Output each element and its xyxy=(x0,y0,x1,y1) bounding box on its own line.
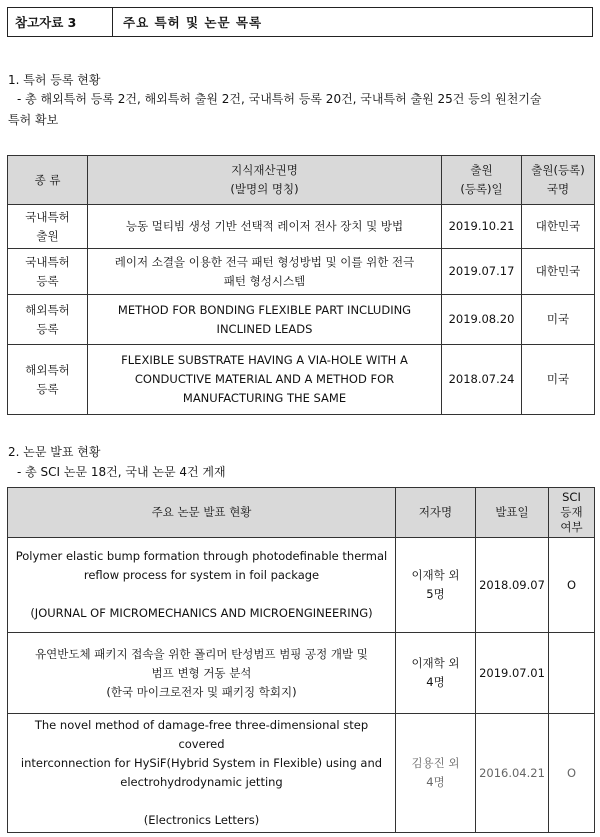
paper-date: 2018.09.07 xyxy=(476,538,549,633)
paper-date: 2016.04.21 xyxy=(476,714,549,833)
col-type-header: 종 류 xyxy=(8,156,88,205)
patent-name xyxy=(88,205,442,249)
name-line1: 레이저 소결을 이용한 전극 패턴 형성방법 및 이를 위한 전극 xyxy=(114,254,415,269)
paper-date: 2019.07.01 xyxy=(476,633,549,714)
paper-sci: O xyxy=(549,538,595,633)
col-name-line2: (발명의 명칭) xyxy=(230,182,299,196)
patent-type xyxy=(8,295,88,345)
name-line2: CONDUCTIVE MATERIAL AND A METHOD FOR xyxy=(134,372,395,386)
patent-country: 미국 xyxy=(522,295,595,345)
title-line1: The novel method of damage-free three-dimensional step covered xyxy=(34,718,369,751)
title-line1: Polymer elastic bump formation through photodefinable thermal xyxy=(15,549,388,563)
col-title-header: 주요 논문 발표 현황 xyxy=(8,488,396,538)
patent-date: 2019.08.20 xyxy=(442,295,522,345)
paper-title xyxy=(8,714,396,833)
patent-date: 2019.10.21 xyxy=(442,205,522,249)
title-line2: interconnection for HySiF(Hybrid System in Flexible) using and xyxy=(20,756,383,770)
patent-row xyxy=(8,249,595,295)
name-line1: 능동 멀티빔 생성 기반 선택적 레이저 전사 장치 및 방법 xyxy=(125,219,404,233)
paper-venue: (JOURNAL OF MICROMECHANICS AND MICROENGINEERING) xyxy=(30,606,373,620)
author-line2: 4명 xyxy=(426,675,445,689)
title-line2: reflow process for system in foil package xyxy=(83,568,320,582)
title-line2: 범프 변형 거동 분석 xyxy=(151,665,252,680)
paper-section-heading: 2. 논문 발표 현황 xyxy=(8,445,101,459)
patent-summary xyxy=(8,89,592,131)
paper-author xyxy=(396,714,476,833)
patent-name xyxy=(88,295,442,345)
patent-summary-line2: 특허 확보 xyxy=(8,113,59,127)
paper-title xyxy=(8,633,396,714)
paper-author xyxy=(396,633,476,714)
col-date-line1: 출원 xyxy=(470,163,493,177)
appendix-number: 참고자료 3 xyxy=(8,8,113,36)
type-line2: 등록 xyxy=(36,321,59,336)
patent-table xyxy=(7,155,595,415)
paper-summary: - 총 SCI 논문 18건, 국내 논문 4건 게재 xyxy=(17,465,226,479)
col-country-line1: 출원(등록) xyxy=(531,163,585,177)
appendix-title: 주요 특허 및 논문 목록 xyxy=(123,15,263,30)
col-pubdate-header: 발표일 xyxy=(476,488,549,538)
patent-type xyxy=(8,249,88,295)
patent-name xyxy=(88,345,442,415)
col-date-header xyxy=(442,156,522,205)
document-title-box xyxy=(7,7,593,37)
name-line3: MANUFACTURING THE SAME xyxy=(182,391,347,405)
patent-date: 2018.07.24 xyxy=(442,345,522,415)
type-line1: 해외특허 xyxy=(25,362,70,377)
patent-country: 대한민국 xyxy=(522,205,595,249)
col-name-line1: 지식재산권명 xyxy=(231,163,298,177)
patent-section-heading: 1. 특허 등록 현황 xyxy=(8,73,101,87)
col-sci-header xyxy=(549,488,595,538)
author-line1: 이재학 외 xyxy=(411,568,460,582)
paper-venue: (Electronics Letters) xyxy=(143,813,260,827)
title-line1: 유연반도체 패키지 접속을 위한 폴리머 탄성범프 범핑 공정 개발 및 xyxy=(35,646,368,661)
type-line1: 국내특허 xyxy=(25,254,70,269)
patent-header-row xyxy=(8,156,595,205)
author-line2: 4명 xyxy=(426,775,445,789)
paper-venue: (한국 마이크로전자 및 패키징 학회지) xyxy=(106,684,297,699)
patent-date: 2019.07.17 xyxy=(442,249,522,295)
title-line3: electrohydrodynamic jetting xyxy=(120,775,283,789)
patent-row xyxy=(8,345,595,415)
col-author-header: 저자명 xyxy=(396,488,476,538)
patent-country: 미국 xyxy=(522,345,595,415)
patent-summary-line1: - 총 해외특허 등록 2건, 해외특허 출원 2건, 국내특허 등록 20건, 국내특허 출원 25건 등의 원천기술 xyxy=(17,92,542,106)
name-line1: FLEXIBLE SUBSTRATE HAVING A VIA-HOLE WITH A xyxy=(121,353,408,367)
author-line1: 이재학 외 xyxy=(411,656,460,670)
col-name-header xyxy=(88,156,442,205)
paper-row xyxy=(8,714,595,833)
paper-row xyxy=(8,633,595,714)
sci-line2: 등재 xyxy=(560,505,583,519)
type-line2: 등록 xyxy=(36,381,59,396)
type-line1: 국내특허 xyxy=(25,209,70,224)
patent-name xyxy=(88,249,442,295)
paper-sci xyxy=(549,633,595,714)
paper-header-row xyxy=(8,488,595,538)
sci-line3: 여부 xyxy=(560,520,583,534)
name-line2: INCLINED LEADS xyxy=(216,321,313,336)
author-line1: 김용진 외 xyxy=(411,756,460,770)
type-line2: 등록 xyxy=(36,273,59,288)
paper-row xyxy=(8,538,595,633)
paper-author xyxy=(396,538,476,633)
col-date-line2: (등록)일 xyxy=(460,182,503,196)
patent-row xyxy=(8,205,595,249)
patent-row xyxy=(8,295,595,345)
patent-country: 대한민국 xyxy=(522,249,595,295)
paper-title xyxy=(8,538,396,633)
type-line1: 해외특허 xyxy=(25,302,70,317)
patent-type xyxy=(8,345,88,415)
name-line1: METHOD FOR BONDING FLEXIBLE PART INCLUDING xyxy=(117,302,412,317)
paper-table xyxy=(7,487,595,833)
patent-type xyxy=(8,205,88,249)
sci-line1: SCI xyxy=(562,490,581,504)
author-line2: 5명 xyxy=(426,587,445,601)
paper-sci: O xyxy=(549,714,595,833)
type-line2: 출원 xyxy=(36,228,59,243)
col-country-header xyxy=(522,156,595,205)
name-line2: 패턴 형성시스템 xyxy=(223,273,306,288)
col-country-line2: 국명 xyxy=(546,182,570,196)
